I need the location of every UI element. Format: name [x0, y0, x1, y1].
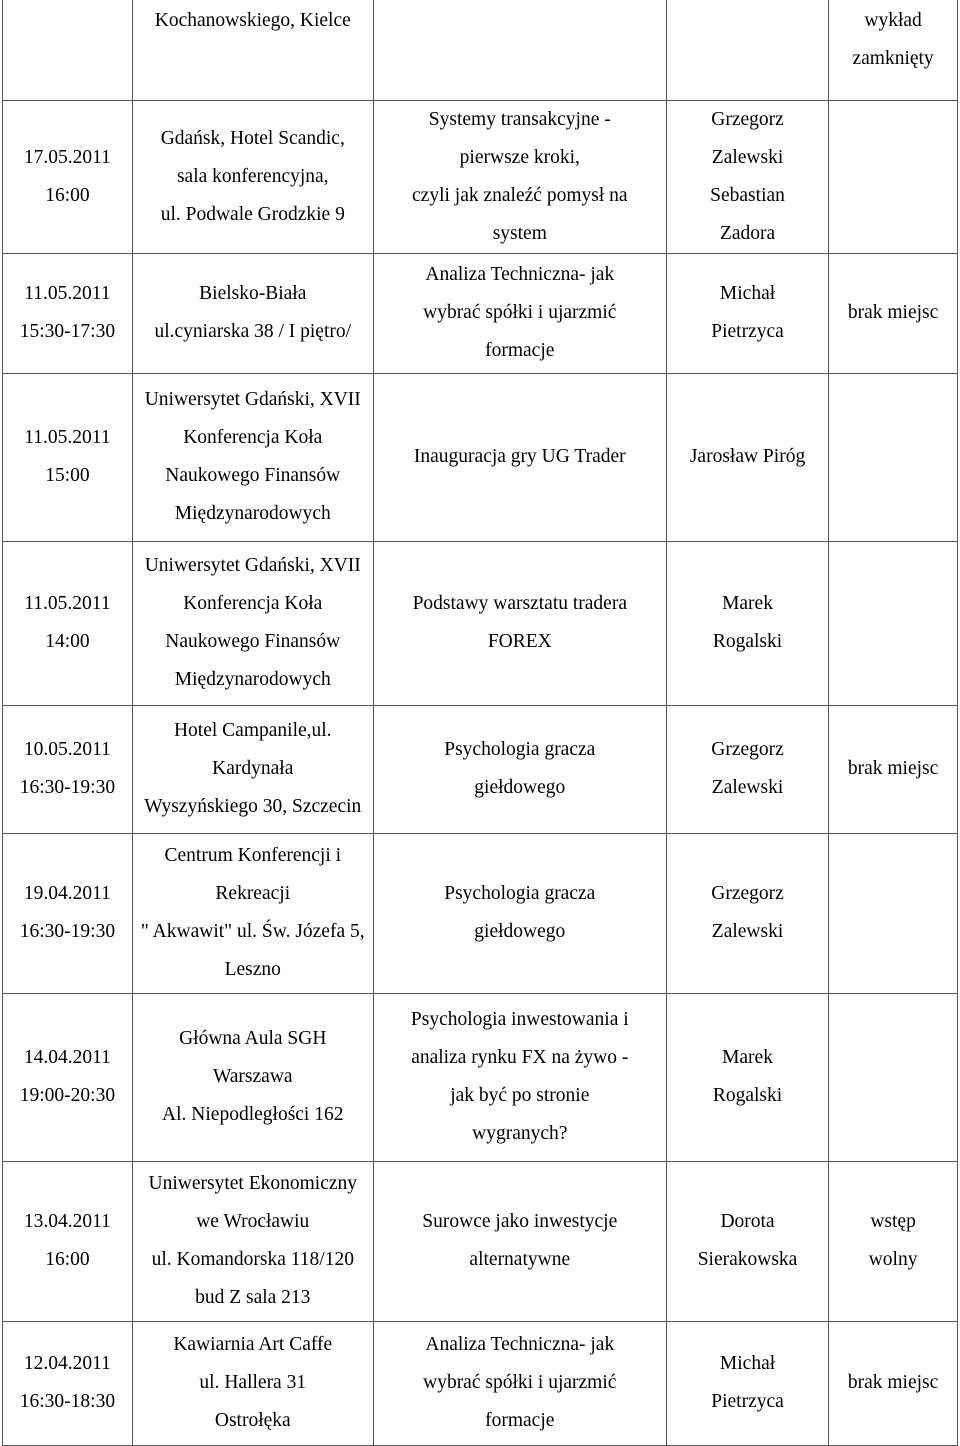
event-note-cell: [829, 705, 958, 833]
event-topic-line: wybrać spółki i ujarzmić: [423, 302, 617, 323]
event-date-cell: [3, 253, 133, 373]
event-topic-line: pierwsze kroki,: [459, 146, 580, 168]
event-lecturer-line: Zalewski: [711, 146, 784, 168]
event-date-line: 16:30-19:30: [19, 777, 116, 798]
event-place-line: Leszno: [224, 959, 281, 980]
event-place-cell: [132, 705, 373, 833]
event-date-line: 10.05.2011: [23, 739, 111, 760]
event-date-line: 15:00: [45, 465, 90, 486]
event-note-line: brak miejsc: [847, 758, 939, 779]
event-topic-line: jak być po stronie: [450, 1085, 590, 1106]
event-topic-line: Psychologia gracza: [444, 883, 596, 904]
event-topic-line: Systemy transakcyjne -: [428, 108, 611, 130]
event-place-line: Bielsko-Biała: [199, 283, 307, 304]
table-row: [3, 0, 958, 100]
event-date-line: 16:00: [45, 1249, 90, 1270]
event-place-cell: [132, 373, 373, 541]
event-place-cell: [132, 833, 373, 993]
event-lecturer-line: Marek: [722, 593, 773, 614]
event-date-line: 12.04.2011: [23, 1353, 111, 1374]
event-note-cell: [829, 0, 958, 100]
event-topic-line: Surowce jako inwestycje: [422, 1211, 618, 1232]
event-lecturer-cell: [666, 833, 828, 993]
event-date-cell: [3, 0, 133, 100]
event-place-cell: [132, 993, 373, 1161]
event-topic-line: Psychologia inwestowania i: [410, 1009, 629, 1030]
table-row: [3, 100, 958, 253]
event-place-line: ul. Komandorska 118/120: [151, 1249, 354, 1270]
event-topic-line: Analiza Techniczna- jak: [425, 264, 615, 285]
event-place-line: Gdańsk, Hotel Scandic,: [160, 127, 345, 149]
event-note-cell: [829, 993, 958, 1161]
event-topic-line: wygranych?: [472, 1123, 568, 1144]
events-table: [2, 0, 958, 1446]
event-place-cell: [132, 253, 373, 373]
event-date-line: 11.05.2011: [24, 593, 111, 614]
event-topic-line: Inauguracja gry UG Trader: [413, 446, 626, 467]
event-topic-line: system: [492, 222, 547, 244]
event-place-line: Konferencja Koła: [183, 593, 323, 614]
table-row: [3, 253, 958, 373]
event-place-line: Międzynarodowych: [174, 503, 331, 524]
event-note-cell: [829, 1161, 958, 1321]
event-date-cell: [3, 705, 133, 833]
event-date-cell: [3, 833, 133, 993]
event-place-line: Al. Niepodległości 162: [162, 1104, 344, 1125]
event-place-line: ul. Podwale Grodzkie 9: [160, 203, 345, 225]
event-lecturer-line: Rogalski: [712, 1085, 783, 1106]
event-topic-cell: [373, 541, 666, 705]
event-place-line: Wyszyńskiego 30, Szczecin: [144, 796, 362, 817]
event-date-line: 11.05.2011: [24, 427, 111, 448]
event-note-line: zamknięty: [852, 48, 934, 69]
table-row: [3, 1161, 958, 1321]
event-place-line: " Akwawit" ul. Św. Józefa 5,: [140, 921, 365, 942]
table-row: [3, 705, 958, 833]
event-place-line: Międzynarodowych: [174, 669, 331, 690]
event-lecturer-line: Michał: [719, 1353, 776, 1374]
event-lecturer-line: Rogalski: [712, 631, 783, 652]
table-row: [3, 541, 958, 705]
event-place-line: Warszawa: [212, 1066, 293, 1087]
event-note-cell: [829, 100, 958, 253]
event-topic-line: formacje: [485, 1410, 555, 1431]
event-lecturer-line: Zalewski: [711, 921, 784, 942]
event-place-line: bud Z sala 213: [195, 1287, 311, 1308]
event-lecturer-cell: [666, 705, 828, 833]
event-date-cell: [3, 541, 133, 705]
events-table-body: [3, 0, 958, 1445]
event-lecturer-line: Sebastian: [710, 184, 785, 206]
event-note-cell: [829, 541, 958, 705]
table-row: [3, 833, 958, 993]
event-lecturer-cell: [666, 1161, 828, 1321]
event-note-cell: [829, 373, 958, 541]
event-lecturer-line: Jarosław Piróg: [689, 446, 806, 467]
event-lecturer-cell: [666, 253, 828, 373]
event-topic-line: giełdowego: [474, 777, 566, 798]
event-topic-cell: [373, 993, 666, 1161]
event-lecturer-cell: [666, 541, 828, 705]
event-topic-cell: [373, 705, 666, 833]
event-date-cell: [3, 993, 133, 1161]
event-place-line: Kawiarnia Art Caffe: [173, 1334, 333, 1355]
event-date-cell: [3, 1321, 133, 1445]
event-date-line: 16:30-18:30: [19, 1391, 116, 1412]
event-place-line: Naukowego Finansów: [165, 631, 341, 652]
event-place-line: Naukowego Finansów: [165, 465, 341, 486]
event-date-line: 14:00: [45, 631, 90, 652]
event-place-line: Rekreacji: [215, 883, 291, 904]
event-place-line: Kardynała: [212, 758, 294, 779]
event-topic-cell: [373, 373, 666, 541]
table-row: [3, 993, 958, 1161]
event-topic-line: Psychologia gracza: [444, 739, 596, 760]
event-topic-cell: [373, 253, 666, 373]
event-topic-cell: [373, 1161, 666, 1321]
event-lecturer-cell: [666, 100, 828, 253]
event-topic-line: alternatywne: [469, 1249, 571, 1270]
event-date-line: 19.04.2011: [23, 883, 111, 904]
event-topic-line: wybrać spółki i ujarzmić: [423, 1372, 617, 1393]
event-topic-line: FOREX: [487, 631, 552, 652]
event-note-line: brak miejsc: [847, 302, 939, 323]
event-topic-line: analiza rynku FX na żywo -: [411, 1047, 629, 1068]
event-date-line: 16:30-19:30: [19, 921, 116, 942]
event-date-line: 13.04.2011: [23, 1211, 111, 1232]
event-place-cell: [132, 0, 373, 100]
event-topic-line: czyli jak znaleźć pomysł na: [412, 184, 628, 206]
event-place-cell: [132, 100, 373, 253]
event-place-line: Centrum Konferencji i: [164, 845, 342, 866]
event-place-cell: [132, 541, 373, 705]
event-lecturer-line: Marek: [722, 1047, 773, 1068]
event-date-cell: [3, 1161, 133, 1321]
event-lecturer-cell: [666, 0, 828, 100]
event-lecturer-line: Dorota: [720, 1211, 775, 1232]
event-date-line: 19:00-20:30: [19, 1085, 116, 1106]
event-lecturer-line: Zalewski: [711, 777, 784, 798]
event-topic-line: Podstawy warsztatu tradera: [412, 593, 627, 614]
event-topic-cell: [373, 1321, 666, 1445]
event-lecturer-cell: [666, 1321, 828, 1445]
event-date-line: 11.05.2011: [24, 283, 111, 304]
event-lecturer-cell: [666, 993, 828, 1161]
table-row: [3, 373, 958, 541]
event-place-line: Konferencja Koła: [183, 427, 323, 448]
event-topic-cell: [373, 100, 666, 253]
event-note-cell: [829, 833, 958, 993]
event-place-line: Uniwersytet Ekonomiczny: [148, 1173, 358, 1194]
event-lecturer-line: Grzegorz: [711, 883, 784, 904]
event-lecturer-line: Michał: [719, 283, 776, 304]
event-note-line: brak miejsc: [847, 1372, 939, 1393]
event-place-line: Uniwersytet Gdański, XVII: [144, 555, 361, 576]
event-date-line: 15:30-17:30: [19, 321, 116, 342]
event-lecturer-line: Grzegorz: [711, 739, 784, 760]
event-topic-line: Analiza Techniczna- jak: [425, 1334, 615, 1355]
event-place-line: Kochanowskiego, Kielce: [154, 10, 351, 31]
table-row: [3, 1321, 958, 1445]
event-date-line: 16:00: [45, 184, 90, 206]
event-topic-cell: [373, 833, 666, 993]
event-lecturer-cell: [666, 373, 828, 541]
event-note-cell: [829, 253, 958, 373]
event-note-line: wstęp: [870, 1211, 916, 1232]
event-date-cell: [3, 100, 133, 253]
event-place-cell: [132, 1161, 373, 1321]
event-place-line: Uniwersytet Gdański, XVII: [144, 389, 361, 410]
event-place-cell: [132, 1321, 373, 1445]
event-topic-line: formacje: [485, 340, 555, 361]
event-topic-line: giełdowego: [474, 921, 566, 942]
event-lecturer-line: Zadora: [719, 222, 776, 244]
event-date-cell: [3, 373, 133, 541]
event-place-line: we Wrocławiu: [196, 1211, 310, 1232]
event-place-line: Ostrołęka: [214, 1410, 291, 1431]
event-date-line: 17.05.2011: [23, 146, 111, 168]
event-lecturer-line: Pietrzyca: [711, 321, 784, 342]
event-lecturer-line: Sierakowska: [697, 1249, 798, 1270]
event-place-line: ul. Hallera 31: [199, 1372, 307, 1393]
event-place-line: Hotel Campanile,ul.: [173, 720, 332, 741]
event-note-line: wolny: [868, 1249, 918, 1270]
event-topic-cell: [373, 0, 666, 100]
event-note-cell: [829, 1321, 958, 1445]
event-place-line: Główna Aula SGH: [179, 1028, 327, 1049]
event-note-line: wykład: [864, 10, 922, 31]
event-lecturer-line: Grzegorz: [711, 108, 784, 130]
event-place-line: ul.cyniarska 38 / I piętro/: [154, 321, 352, 342]
event-date-line: 14.04.2011: [23, 1047, 111, 1068]
event-place-line: sala konferencyjna,: [176, 165, 329, 187]
event-lecturer-line: Pietrzyca: [711, 1391, 784, 1412]
